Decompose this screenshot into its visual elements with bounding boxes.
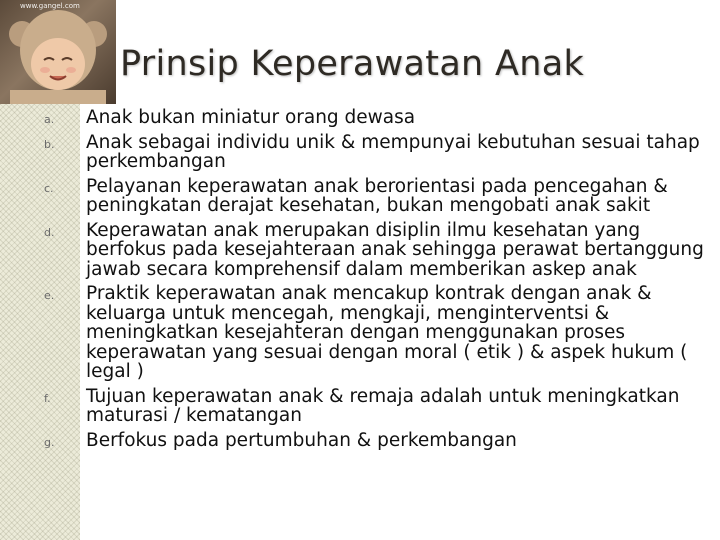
baby-illustration (0, 0, 116, 104)
slide-title: Prinsip Keperawatan Anak (120, 44, 585, 84)
list-marker: d. (44, 225, 55, 239)
list-item (44, 108, 714, 128)
list-item (44, 387, 714, 426)
principles-list (44, 108, 714, 455)
list-item-text: Pelayanan keperawatan anak berorientasi pada pencegahan & peningkatan derajat kesehatan, bukan mengobati anak sakit (86, 175, 668, 216)
list-item (44, 284, 714, 382)
list-item-text: Berfokus pada pertumbuhan & perkembangan (86, 429, 517, 451)
list-item (44, 221, 714, 280)
list-item (44, 431, 714, 451)
list-marker: f. (44, 391, 51, 405)
list-item-text: Praktik keperawatan anak mencakup kontrak dengan anak & keluarga untuk mencegah, mengkaji, menginterventsi & meningkatkan kesejahteran dengan menggunakan proses keperawatan yang sesuai dengan moral ( etik ) & aspek hukum ( legal ) (86, 283, 688, 382)
list-item-text: Tujuan keperawatan anak & remaja adalah untuk meningkatkan maturasi / kematangan (86, 385, 680, 426)
list-item (44, 177, 714, 216)
list-marker: c. (44, 181, 54, 195)
photo-watermark: www.gangel.com (20, 2, 80, 10)
list-marker: g. (44, 435, 55, 449)
list-marker: e. (44, 289, 55, 302)
list-item-text: Anak sebagai individu unik & mempunyai kebutuhan sesuai tahap perkembangan (86, 131, 700, 172)
list-marker: a. (44, 113, 55, 126)
baby-photo (0, 0, 116, 104)
list-marker: b. (44, 137, 55, 151)
list-item (44, 133, 714, 172)
list-item-text: Keperawatan anak merupakan disiplin ilmu kesehatan yang berfokus pada kesejahteraan anak sehingga perawat bertanggung jawab secara komprehensif dalam memberikan askep anak (86, 219, 704, 280)
list-item-text: Anak bukan miniatur orang dewasa (86, 107, 416, 128)
